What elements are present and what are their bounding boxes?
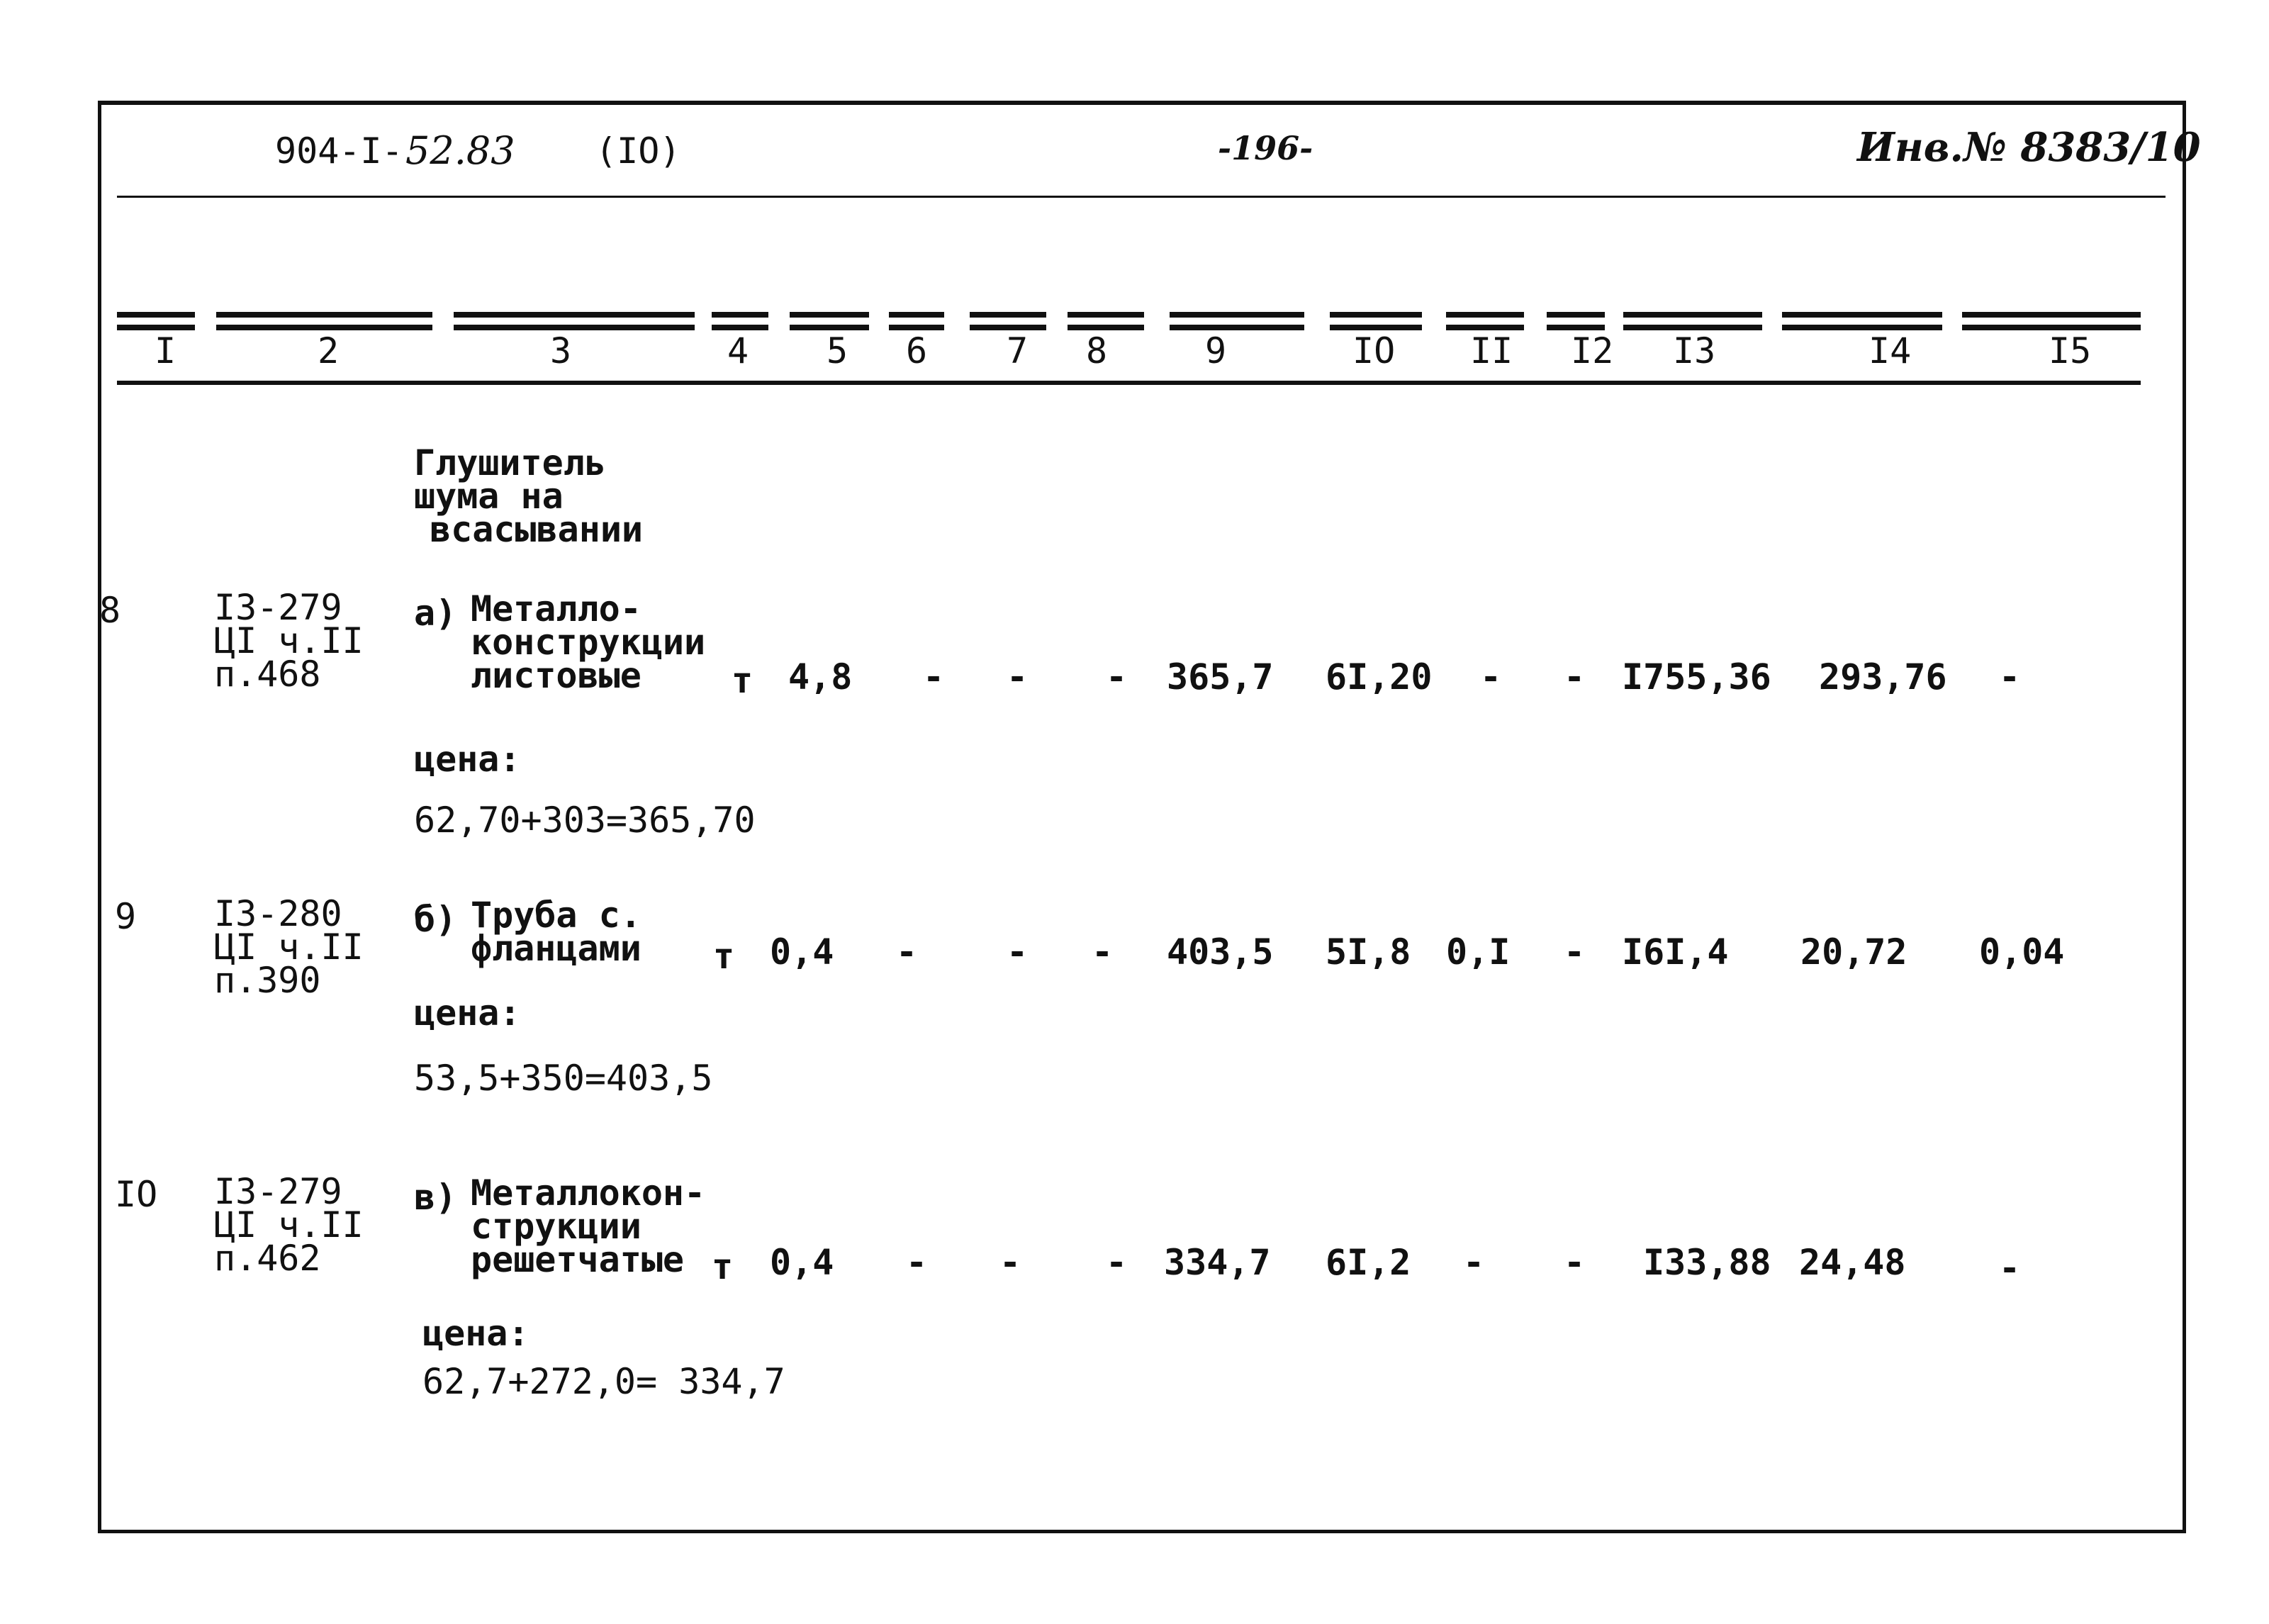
table-header-rule	[117, 381, 2141, 385]
item-letter: в)	[414, 1177, 457, 1218]
price-label: цена:	[422, 1313, 530, 1354]
column-header-rule	[1068, 312, 1144, 318]
column-number: I3	[1673, 330, 1716, 371]
col-6: -	[923, 656, 945, 698]
unit: т	[713, 936, 735, 977]
column-header-rule	[889, 325, 944, 330]
row-number: IO	[115, 1174, 158, 1215]
column-header-rule	[117, 312, 195, 318]
column-header-rule	[1962, 325, 2141, 330]
column-header-rule	[1623, 325, 1762, 330]
col-6: -	[896, 931, 918, 973]
item-name-line-1: Труба с.	[471, 895, 642, 936]
col-9: 334,7	[1164, 1242, 1271, 1283]
column-header-rule	[1068, 325, 1144, 330]
quantity: 0,4	[770, 931, 834, 973]
column-header-rule	[1446, 312, 1524, 318]
col-14: 293,76	[1819, 656, 1947, 698]
norm-item: п.468	[214, 654, 321, 695]
row-number: 8	[99, 590, 121, 631]
col-8: -	[1092, 931, 1114, 973]
column-header-rule	[1547, 312, 1605, 318]
item-name-line-1: Металлокон-	[471, 1172, 706, 1214]
col-7: -	[999, 1242, 1021, 1283]
col-15: -	[1999, 656, 2021, 698]
column-number: 8	[1086, 330, 1108, 371]
section-title-line-3: всасывании	[430, 509, 644, 550]
norm-source: ЦI ч.II	[214, 1204, 364, 1245]
section-number: (IO)	[595, 130, 681, 172]
column-number: 9	[1205, 330, 1227, 371]
norm-code: I3-279	[214, 1171, 342, 1212]
col-9: 365,7	[1167, 656, 1274, 698]
column-number: 5	[827, 330, 848, 371]
col-12: -	[1564, 931, 1586, 973]
col-13: I755,36	[1622, 656, 1771, 698]
col-10: 6I,20	[1326, 656, 1433, 698]
column-header-rule	[712, 325, 768, 330]
column-header-rule	[790, 312, 869, 318]
column-number: 7	[1007, 330, 1029, 371]
col-12: -	[1564, 656, 1586, 698]
section-title-line-1: Глушитель	[414, 442, 606, 483]
column-number: I2	[1571, 330, 1614, 371]
column-number: I4	[1869, 330, 1912, 371]
unit: т	[712, 1246, 734, 1287]
col-9: 403,5	[1167, 931, 1274, 973]
col-11: -	[1480, 656, 1502, 698]
column-header-rule	[1170, 325, 1304, 330]
item-name-line-3: листовые	[471, 655, 642, 696]
column-number: I	[155, 330, 177, 371]
item-name-line-2: конструкции	[471, 622, 706, 663]
item-letter: б)	[414, 899, 457, 940]
column-number: 6	[906, 330, 928, 371]
col-13: I33,88	[1643, 1242, 1771, 1283]
item-name-line-1: Металло-	[471, 588, 642, 629]
col-14: 20,72	[1800, 931, 1907, 973]
price-label: цена:	[414, 739, 521, 780]
col-11: -	[1463, 1242, 1485, 1283]
column-header-rule	[1330, 312, 1422, 318]
column-header-rule	[790, 325, 869, 330]
page-number: -196-	[1218, 129, 1313, 167]
col-7: -	[1007, 931, 1029, 973]
doc-code-handwritten: 52.83	[405, 128, 515, 173]
norm-item: п.390	[214, 960, 321, 1001]
unit: т	[732, 660, 753, 701]
column-header-rule	[1330, 325, 1422, 330]
row-number: 9	[115, 896, 137, 937]
column-header-rule	[117, 325, 195, 330]
col-10: 5I,8	[1326, 931, 1411, 973]
column-header-rule	[970, 312, 1046, 318]
col-8: -	[1106, 1242, 1128, 1283]
column-header-rule	[1623, 312, 1762, 318]
item-name-line-3: решетчатые	[471, 1239, 685, 1280]
column-header-rule	[970, 325, 1046, 330]
column-number: 3	[550, 330, 572, 371]
norm-source: ЦI ч.II	[214, 620, 364, 661]
col-8: -	[1106, 656, 1128, 698]
column-header-rule	[1962, 312, 2141, 318]
col-12: -	[1564, 1242, 1586, 1283]
price-formula: 62,7+272,0= 334,7	[422, 1361, 785, 1402]
section-title-line-2: шума на	[414, 476, 564, 517]
col-13: I6I,4	[1622, 931, 1729, 973]
doc-code: 904-I-	[275, 130, 403, 172]
col-15: -	[1999, 1248, 2021, 1289]
item-letter: а)	[414, 593, 457, 634]
inventory-number: Инв.№ 8383/10	[1857, 124, 2201, 171]
column-number: 2	[318, 330, 340, 371]
norm-code: I3-279	[214, 587, 342, 628]
column-header-rule	[454, 325, 695, 330]
item-name-line-2: фланцами	[471, 928, 642, 969]
price-formula: 62,70+303=365,70	[414, 800, 756, 841]
column-header-rule	[1782, 312, 1942, 318]
column-header-rule	[889, 312, 944, 318]
item-name-line-2: струкции	[471, 1206, 642, 1247]
quantity: 0,4	[770, 1242, 834, 1283]
column-header-rule	[712, 312, 768, 318]
norm-item: п.462	[214, 1238, 321, 1279]
quantity: 4,8	[788, 656, 853, 698]
header-rule	[117, 196, 2166, 198]
col-15: 0,04	[1979, 931, 2065, 973]
column-number: II	[1470, 330, 1513, 371]
price-label: цена:	[414, 992, 521, 1034]
column-number: I5	[2049, 330, 2092, 371]
price-formula: 53,5+350=403,5	[414, 1058, 713, 1099]
column-header-rule	[216, 312, 432, 318]
column-number: 4	[727, 330, 749, 371]
column-header-rule	[1782, 325, 1942, 330]
column-header-rule	[216, 325, 432, 330]
column-header-rule	[1446, 325, 1524, 330]
column-number: IO	[1352, 330, 1396, 371]
column-header-rule	[454, 312, 695, 318]
col-10: 6I,2	[1326, 1242, 1411, 1283]
column-header-rule	[1170, 312, 1304, 318]
col-6: -	[906, 1242, 928, 1283]
norm-source: ЦI ч.II	[214, 926, 364, 968]
col-11: 0,I	[1446, 931, 1511, 973]
col-14: 24,48	[1799, 1242, 1906, 1283]
norm-code: I3-280	[214, 893, 342, 934]
col-7: -	[1007, 656, 1029, 698]
column-header-rule	[1547, 325, 1605, 330]
